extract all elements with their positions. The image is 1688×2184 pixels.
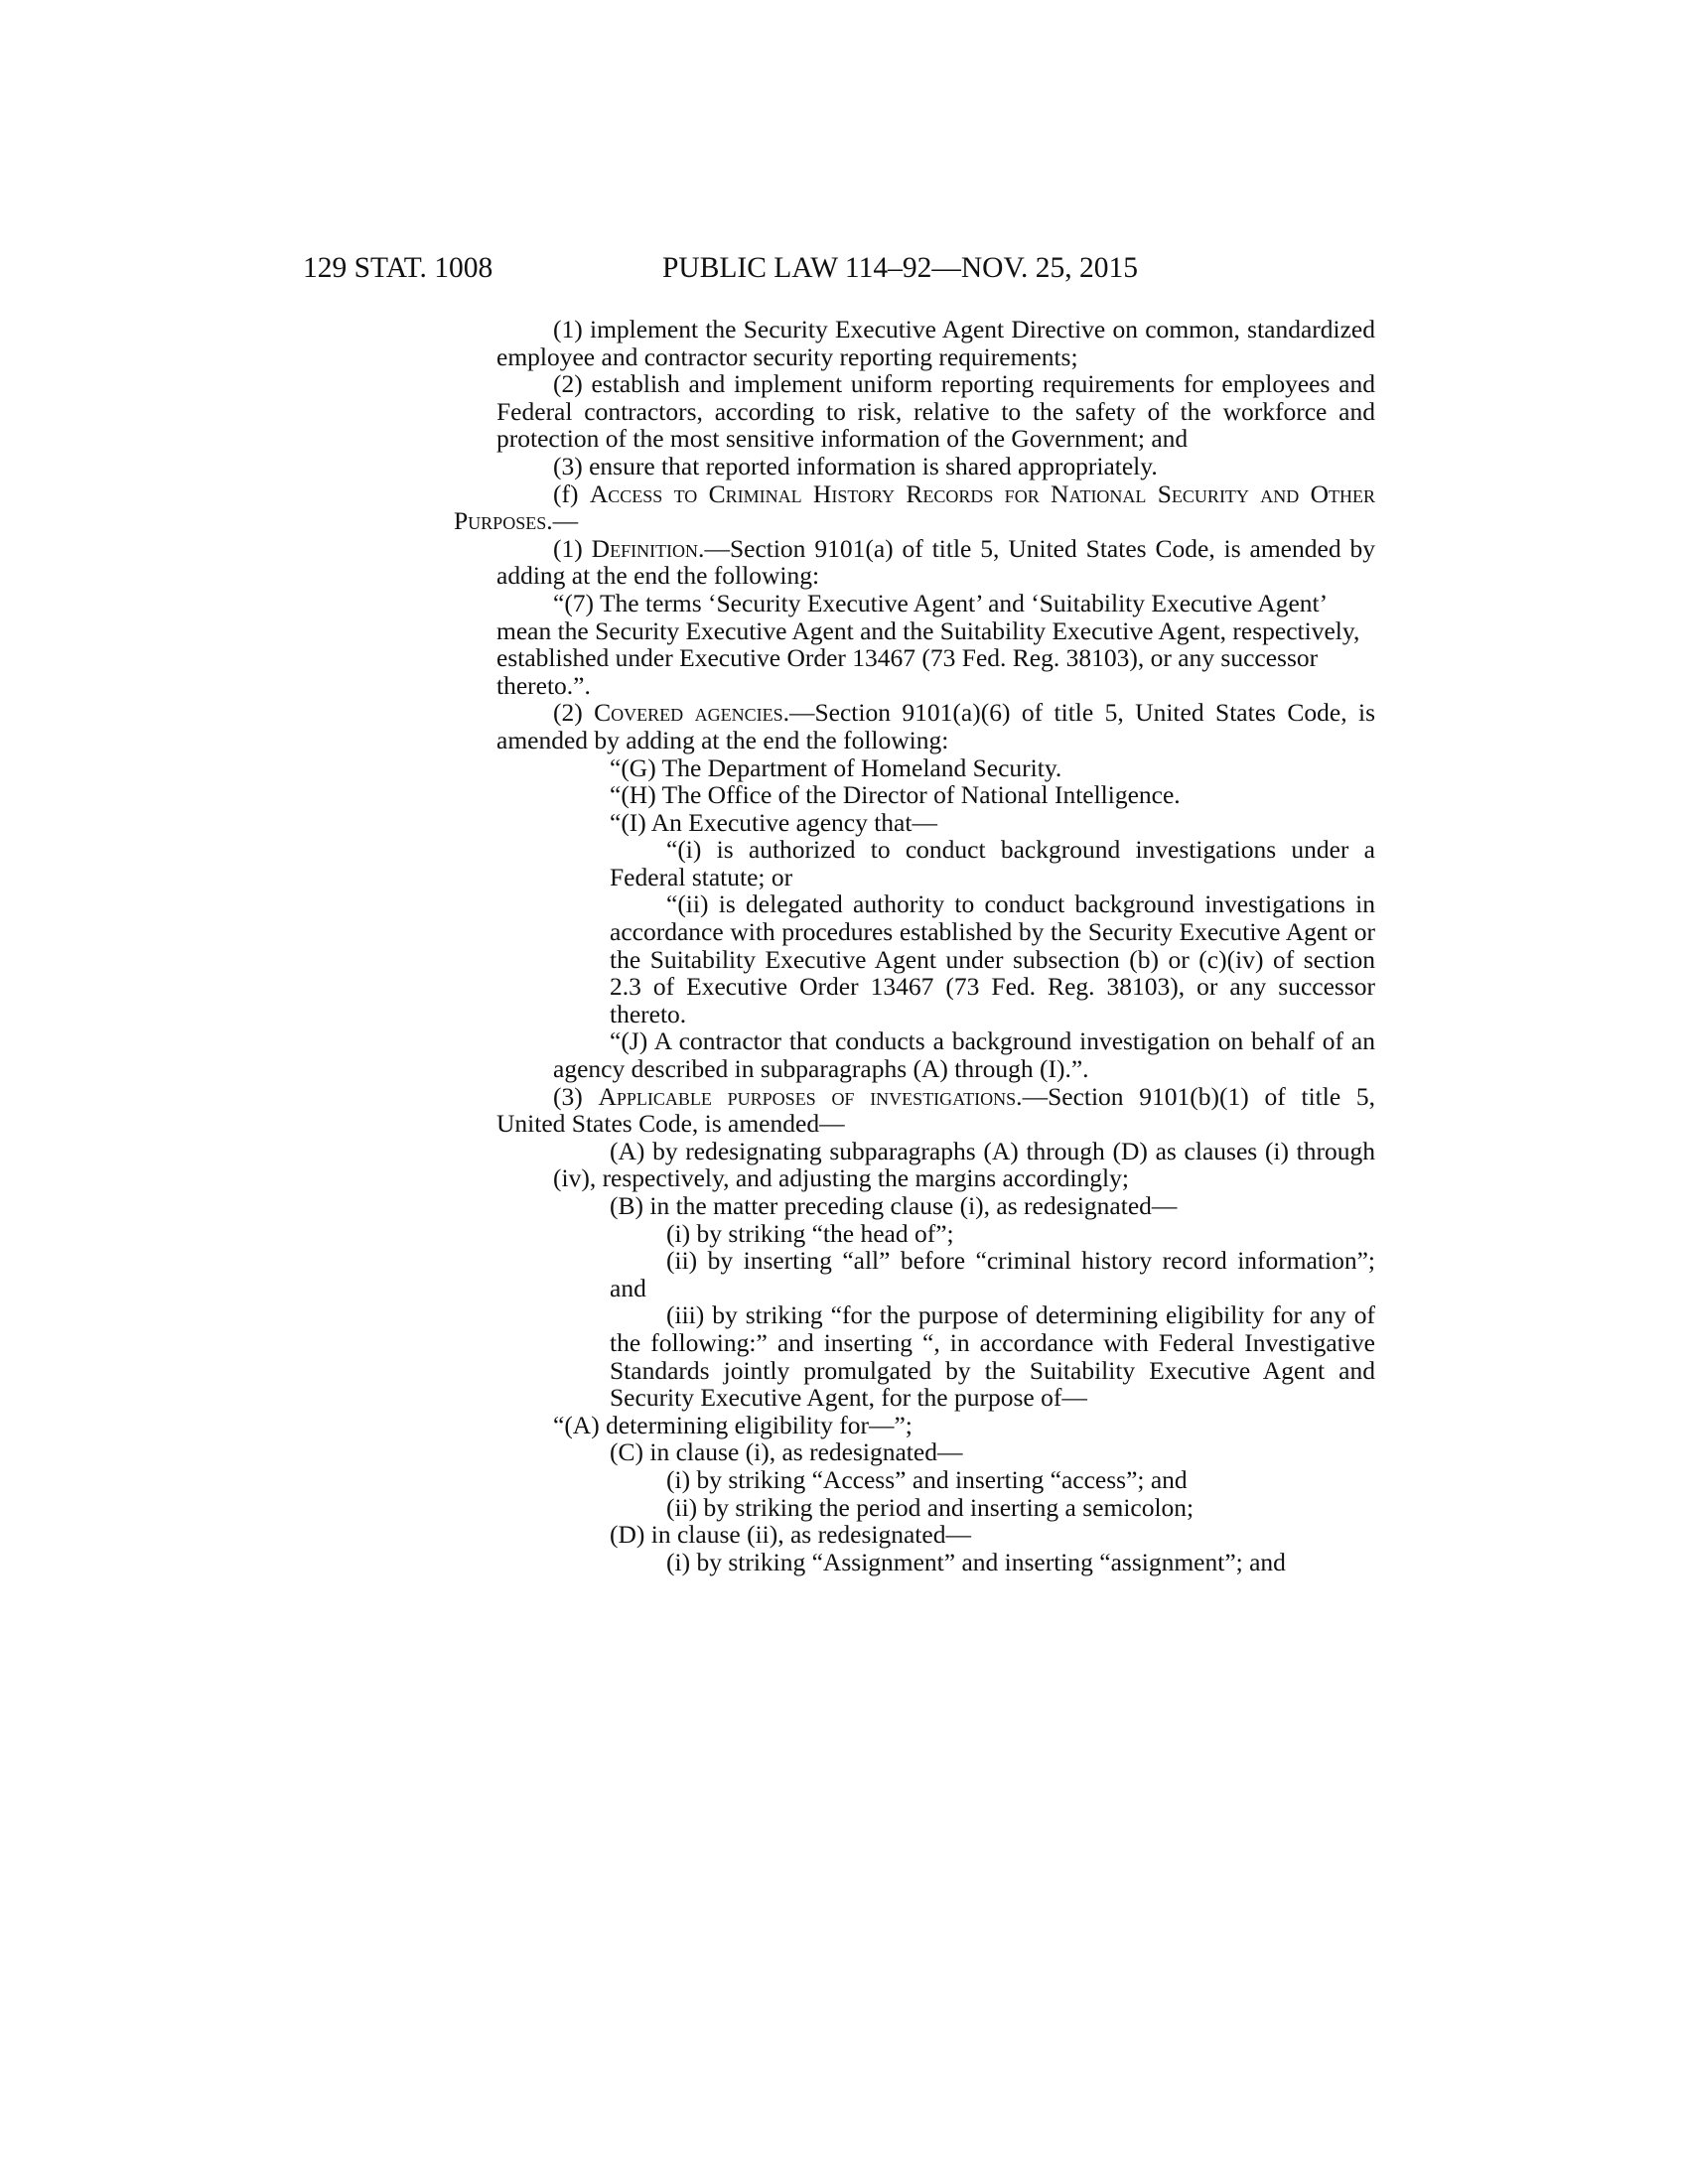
subparagraph-C: (C) in clause (i), as redesignated— xyxy=(610,1437,963,1467)
paragraph-f3-text: —Section 9101(b)(1) of title 5, United States Code, is amended— xyxy=(496,1081,1376,1139)
subparagraph-A: (A) by redesignating subparagraphs (A) through (D) as clauses (i) through (iv), respectively, and adjusting the margins accordingly; xyxy=(553,1136,1375,1193)
paragraph-e2: (2) establish and implement uniform reporting requirements for employees and Federal contractors, according to risk, relative to the safety of the workforce and protection of the most sensitive information of the Government; and xyxy=(496,369,1375,454)
running-header xyxy=(303,248,1226,288)
subsection-f-dash: — xyxy=(552,506,579,536)
clause-C-i: (i) by striking “Access” and inserting “access”; and xyxy=(666,1464,1188,1494)
paragraph-e3: (3) ensure that reported information is shared appropriately. xyxy=(553,451,1158,480)
subparagraph-B: (B) in the matter preceding clause (i), as redesignated— xyxy=(610,1191,1178,1220)
paragraph-f1-number: (1) xyxy=(553,533,592,563)
statute-page-number: 129 STAT. 1008 xyxy=(303,252,493,284)
quoted-subparagraph-H: “(H) The Office of the Director of National Intelligence. xyxy=(610,780,1181,810)
quoted-clause-ii: “(ii) is delegated authority to conduct background investigations in accordance with procedures established by the Security Executive Agent or the Suitability Executive Agent under subsection (b) or (c)(iv) of section 2.3 of Executive Order 13467 (73 Fed. Reg. 38103), or any successor thereto. xyxy=(610,889,1375,1028)
paragraph-f2-heading: Covered agencies. xyxy=(594,698,789,728)
paragraph-f2 xyxy=(496,699,1375,753)
paragraph-f1 xyxy=(496,535,1375,590)
document-body xyxy=(454,315,1376,1576)
subsection-f-number: (f) xyxy=(553,478,590,508)
subsection-f-title: Access to Criminal History Records for National Security and Other Purposes. xyxy=(454,478,1375,536)
clause-D-i: (i) by striking “Assignment” and inserting “assignment”; and xyxy=(666,1547,1286,1576)
paragraph-f2-number: (2) xyxy=(553,698,595,728)
quoted-subparagraph-J: “(J) A contractor that conducts a background investigation on behalf of an agency described in subparagraphs (A) through (I).”. xyxy=(553,1026,1375,1084)
clause-B-i: (i) by striking “the head of”; xyxy=(666,1218,954,1248)
clause-B-iii: (iii) by striking “for the purpose of determining eligibility for any of the following:” and inserting “, in accordance with Federal Investigative Standards jointly promulgated by the Suitability Executive Agent and Security Executive Agent, for the purpose of— xyxy=(610,1300,1375,1413)
subparagraph-D: (D) in clause (ii), as redesignated— xyxy=(610,1520,971,1550)
paragraph-f3-heading: Applicable purposes of investigations. xyxy=(598,1081,1023,1111)
paragraph-e1: (1) implement the Security Executive Agent Directive on common, standardized employee and contractor security reporting requirements; xyxy=(496,315,1375,371)
paragraph-f3-number: (3) xyxy=(553,1081,599,1111)
quoted-subparagraph-G: “(G) The Department of Homeland Security. xyxy=(610,752,1062,782)
quoted-subparagraph-I: “(I) An Executive agency that— xyxy=(610,807,937,837)
public-law-title: PUBLIC LAW 114–92—NOV. 25, 2015 xyxy=(662,252,1138,284)
quoted-clause-i: “(i) is authorized to conduct background investigations under a Federal statute; or xyxy=(610,835,1375,891)
paragraph-f2-text: —Section 9101(a)(6) of title 5, United States Code, is amended by adding at the end the following: xyxy=(496,698,1376,754)
clause-B-iii-continuation: “(A) determining eligibility for—”; xyxy=(553,1410,913,1439)
clause-B-ii: (ii) by inserting “all” before “criminal history record information”; and xyxy=(610,1246,1375,1302)
paragraph-f3 xyxy=(496,1083,1375,1138)
clause-C-ii: (ii) by striking the period and inserting a semicolon; xyxy=(666,1492,1195,1522)
paragraph-f1-text: —Section 9101(a) of title 5, United States Code, is amended by adding at the end the following: xyxy=(496,533,1375,591)
quoted-definition-7: “(7) The terms ‘Security Executive Agent’ and ‘Suitability Executive Agent’ mean the Security Executive Agent and the Suitability Executive Agent, respectively, established under Executive Order 13467 (73 Fed. Reg. 38103), or any successor thereto.”. xyxy=(496,588,1360,700)
paragraph-f1-heading: Definition. xyxy=(591,533,705,563)
subsection-f-heading xyxy=(454,480,1375,535)
